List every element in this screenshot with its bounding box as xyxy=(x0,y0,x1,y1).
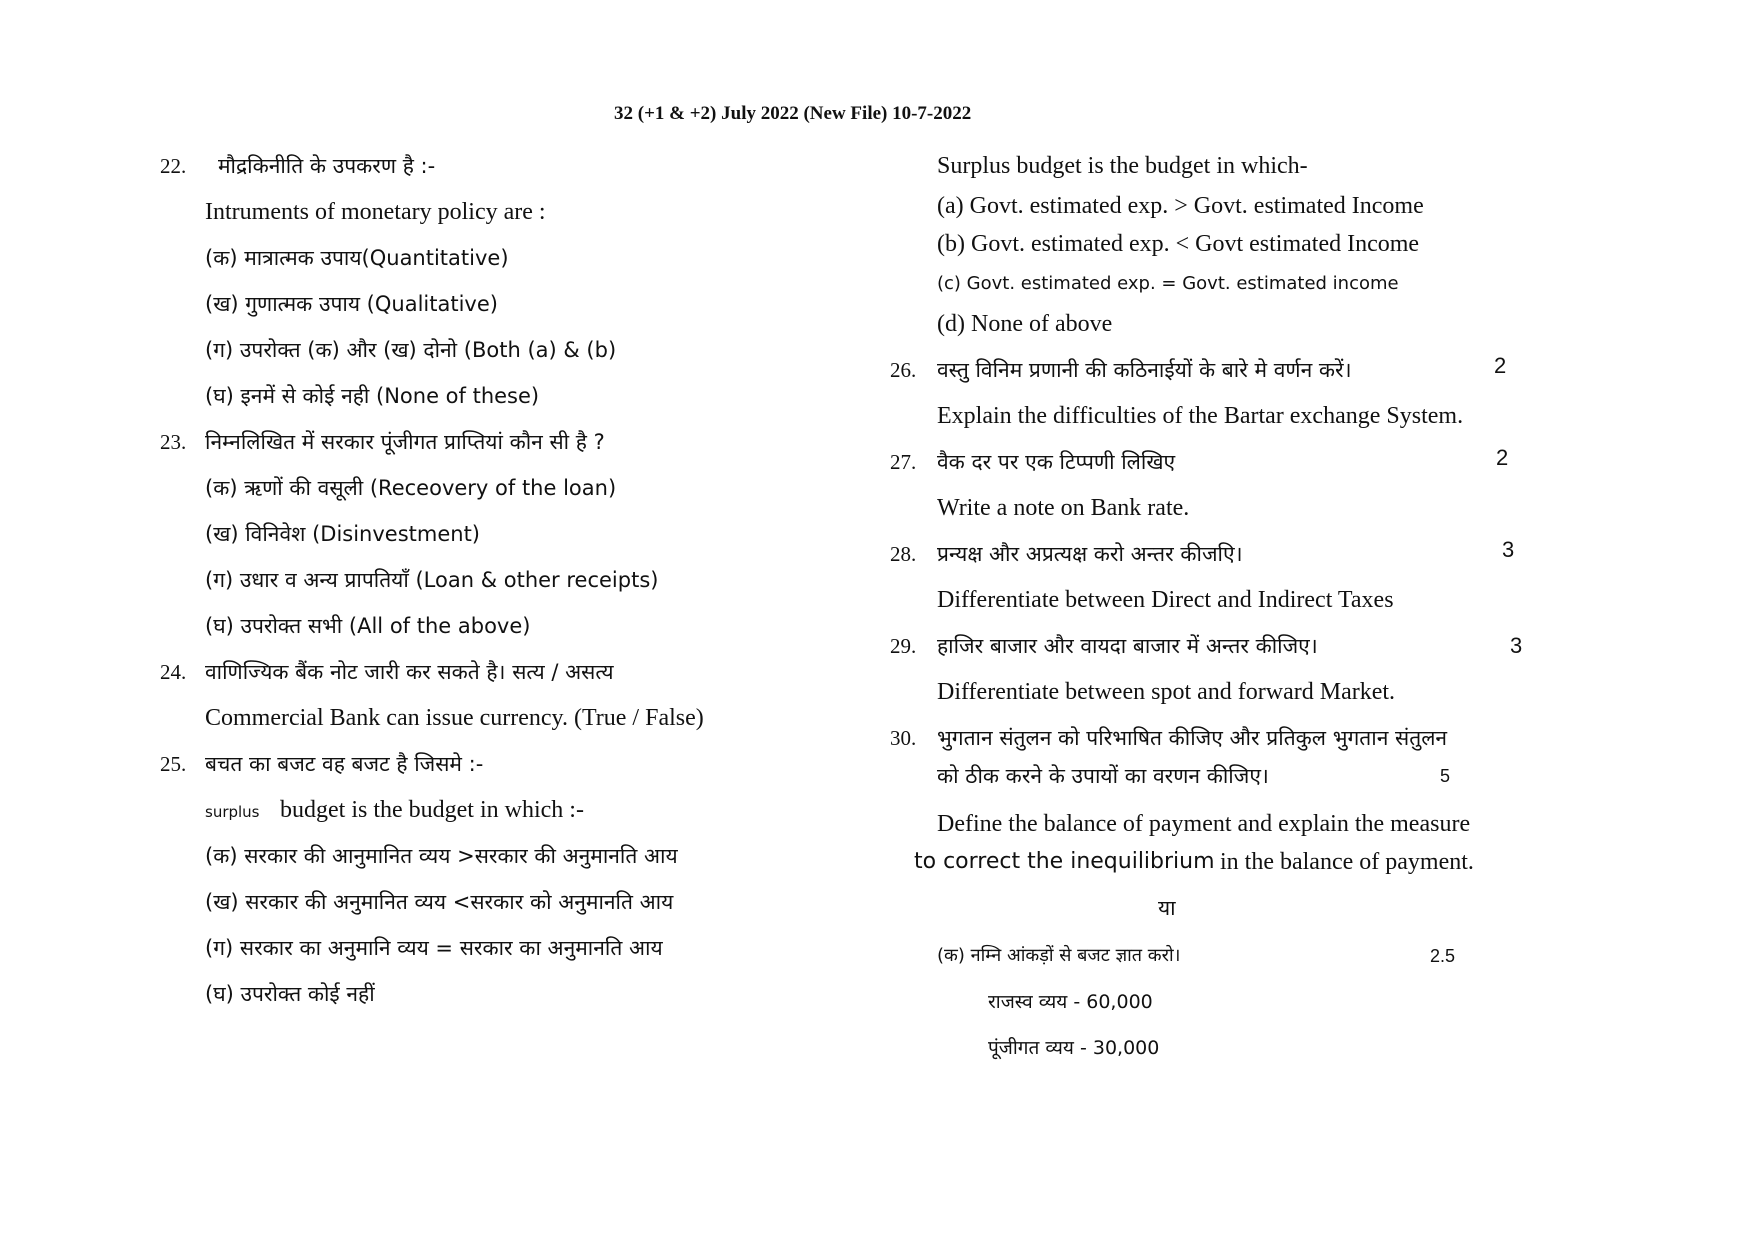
question-text-hindi: को ठीक करने के उपायों का वरणन कीजिए। xyxy=(937,764,1269,788)
question-text-hindi: भुगतान संतुलन को परिभाषित कीजिए और प्रतिकुल भुगतान संतुलन xyxy=(937,726,1448,750)
option: (क) मात्रात्मक उपाय(Quantitative) xyxy=(205,246,509,270)
question-text-english: Intruments of monetary policy are : xyxy=(205,199,546,225)
question-number: 26. xyxy=(890,358,917,382)
question-text-english-part: to correct the inequilibrium xyxy=(914,849,1215,874)
question-text-hindi: वस्तु विनिम प्रणानी की कठिनाईयों के बारे मे वर्णन करें। xyxy=(937,358,1352,382)
question-text-hindi: वाणिज्यिक बैंक नोट जारी कर सकते है। सत्य / असत्य xyxy=(205,660,614,684)
question-text-english: Differentiate between spot and forward Market. xyxy=(937,679,1396,705)
question-number: 29. xyxy=(890,634,917,658)
marks: 3 xyxy=(1502,537,1515,562)
sub-question: (क) नम्नि आंकड़ों से बजट ज्ञात करो। xyxy=(937,945,1181,966)
question-text-english: Define the balance of payment and explain the measure xyxy=(937,811,1471,837)
page-header: 32 (+1 & +2) July 2022 (New File) 10-7-2022 xyxy=(614,103,972,124)
data-item: राजस्व व्यय - 60,000 xyxy=(988,991,1153,1013)
option: (ख) सरकार की अनुमानित व्यय <सरकार को अनुमानति आय xyxy=(205,890,674,914)
question-text-hindi: वैक दर पर एक टिप्पणी लिखिए xyxy=(937,450,1176,474)
option: (क) सरकार की आनुमानित व्यय >सरकार की अनुमानति आय xyxy=(205,844,678,868)
question-number: 25. xyxy=(160,752,187,776)
option: (ग) सरकार का अनुमानि व्यय = सरकार का अनुमानति आय xyxy=(205,936,663,960)
option: (b) Govt. estimated exp. < Govt estimated Income xyxy=(937,231,1420,257)
question-text-english: Differentiate between Direct and Indirect Taxes xyxy=(937,587,1394,613)
option: (ख) विनिवेश (Disinvestment) xyxy=(205,522,480,546)
option: (c) Govt. estimated exp. = Govt. estimated income xyxy=(937,273,1399,294)
question-text-english-part: surplus xyxy=(205,803,260,821)
or-separator: या xyxy=(1158,896,1176,920)
option: (d) None of above xyxy=(937,311,1113,337)
question-number: 23. xyxy=(160,430,187,454)
marks: 2 xyxy=(1496,445,1509,470)
option: (घ) उपरोक्त कोई नहीं xyxy=(205,982,375,1006)
option: (क) ऋणों की वसूली (Receovery of the loan) xyxy=(205,476,617,500)
question-number: 24. xyxy=(160,660,187,684)
data-item: पूंजीगत व्यय - 30,000 xyxy=(988,1037,1160,1059)
option: (घ) इनमें से कोई नही (None of these) xyxy=(205,384,540,408)
question-number: 22. xyxy=(160,154,187,178)
question-text-hindi: हाजिर बाजार और वायदा बाजार में अन्तर कीजिए। xyxy=(937,634,1318,658)
marks: 3 xyxy=(1510,633,1523,658)
question-number: 30. xyxy=(890,726,917,750)
question-text-english: budget is the budget in which :- xyxy=(280,797,584,823)
option: (घ) उपरोक्त सभी (All of the above) xyxy=(205,614,531,638)
marks: 5 xyxy=(1440,766,1451,786)
marks: 2.5 xyxy=(1430,946,1456,966)
question-text-english: Explain the difficulties of the Bartar exchange System. xyxy=(937,403,1464,429)
question-text-hindi: प्रन्यक्ष और अप्रत्यक्ष करो अन्तर कीजएि। xyxy=(937,542,1243,566)
marks: 2 xyxy=(1494,353,1507,378)
question-text-english: Commercial Bank can issue currency. (True / False) xyxy=(205,705,704,731)
question-text-english: Write a note on Bank rate. xyxy=(937,495,1190,521)
question-text-hindi: निम्नलिखित में सरकार पूंजीगत प्राप्तियां कौन सी है ? xyxy=(205,430,605,454)
question-number: 28. xyxy=(890,542,917,566)
option: (ग) उधार व अन्य प्रापतियाँ (Loan & other receipts) xyxy=(205,568,659,592)
option: (ग) उपरोक्त (क) और (ख) दोनो (Both (a) & (b) xyxy=(205,338,617,362)
question-text-hindi: मौद्रकिनीति के उपकरण है :- xyxy=(218,154,436,178)
question-text-english: Surplus budget is the budget in which- xyxy=(937,153,1308,179)
question-text-hindi: बचत का बजट वह बजट है जिसमे :- xyxy=(205,752,484,776)
option: (ख) गुणात्मक उपाय (Qualitative) xyxy=(205,292,498,316)
question-text-english: in the balance of payment. xyxy=(1220,849,1474,875)
question-number: 27. xyxy=(890,450,917,474)
option: (a) Govt. estimated exp. > Govt. estimated Income xyxy=(937,193,1424,219)
